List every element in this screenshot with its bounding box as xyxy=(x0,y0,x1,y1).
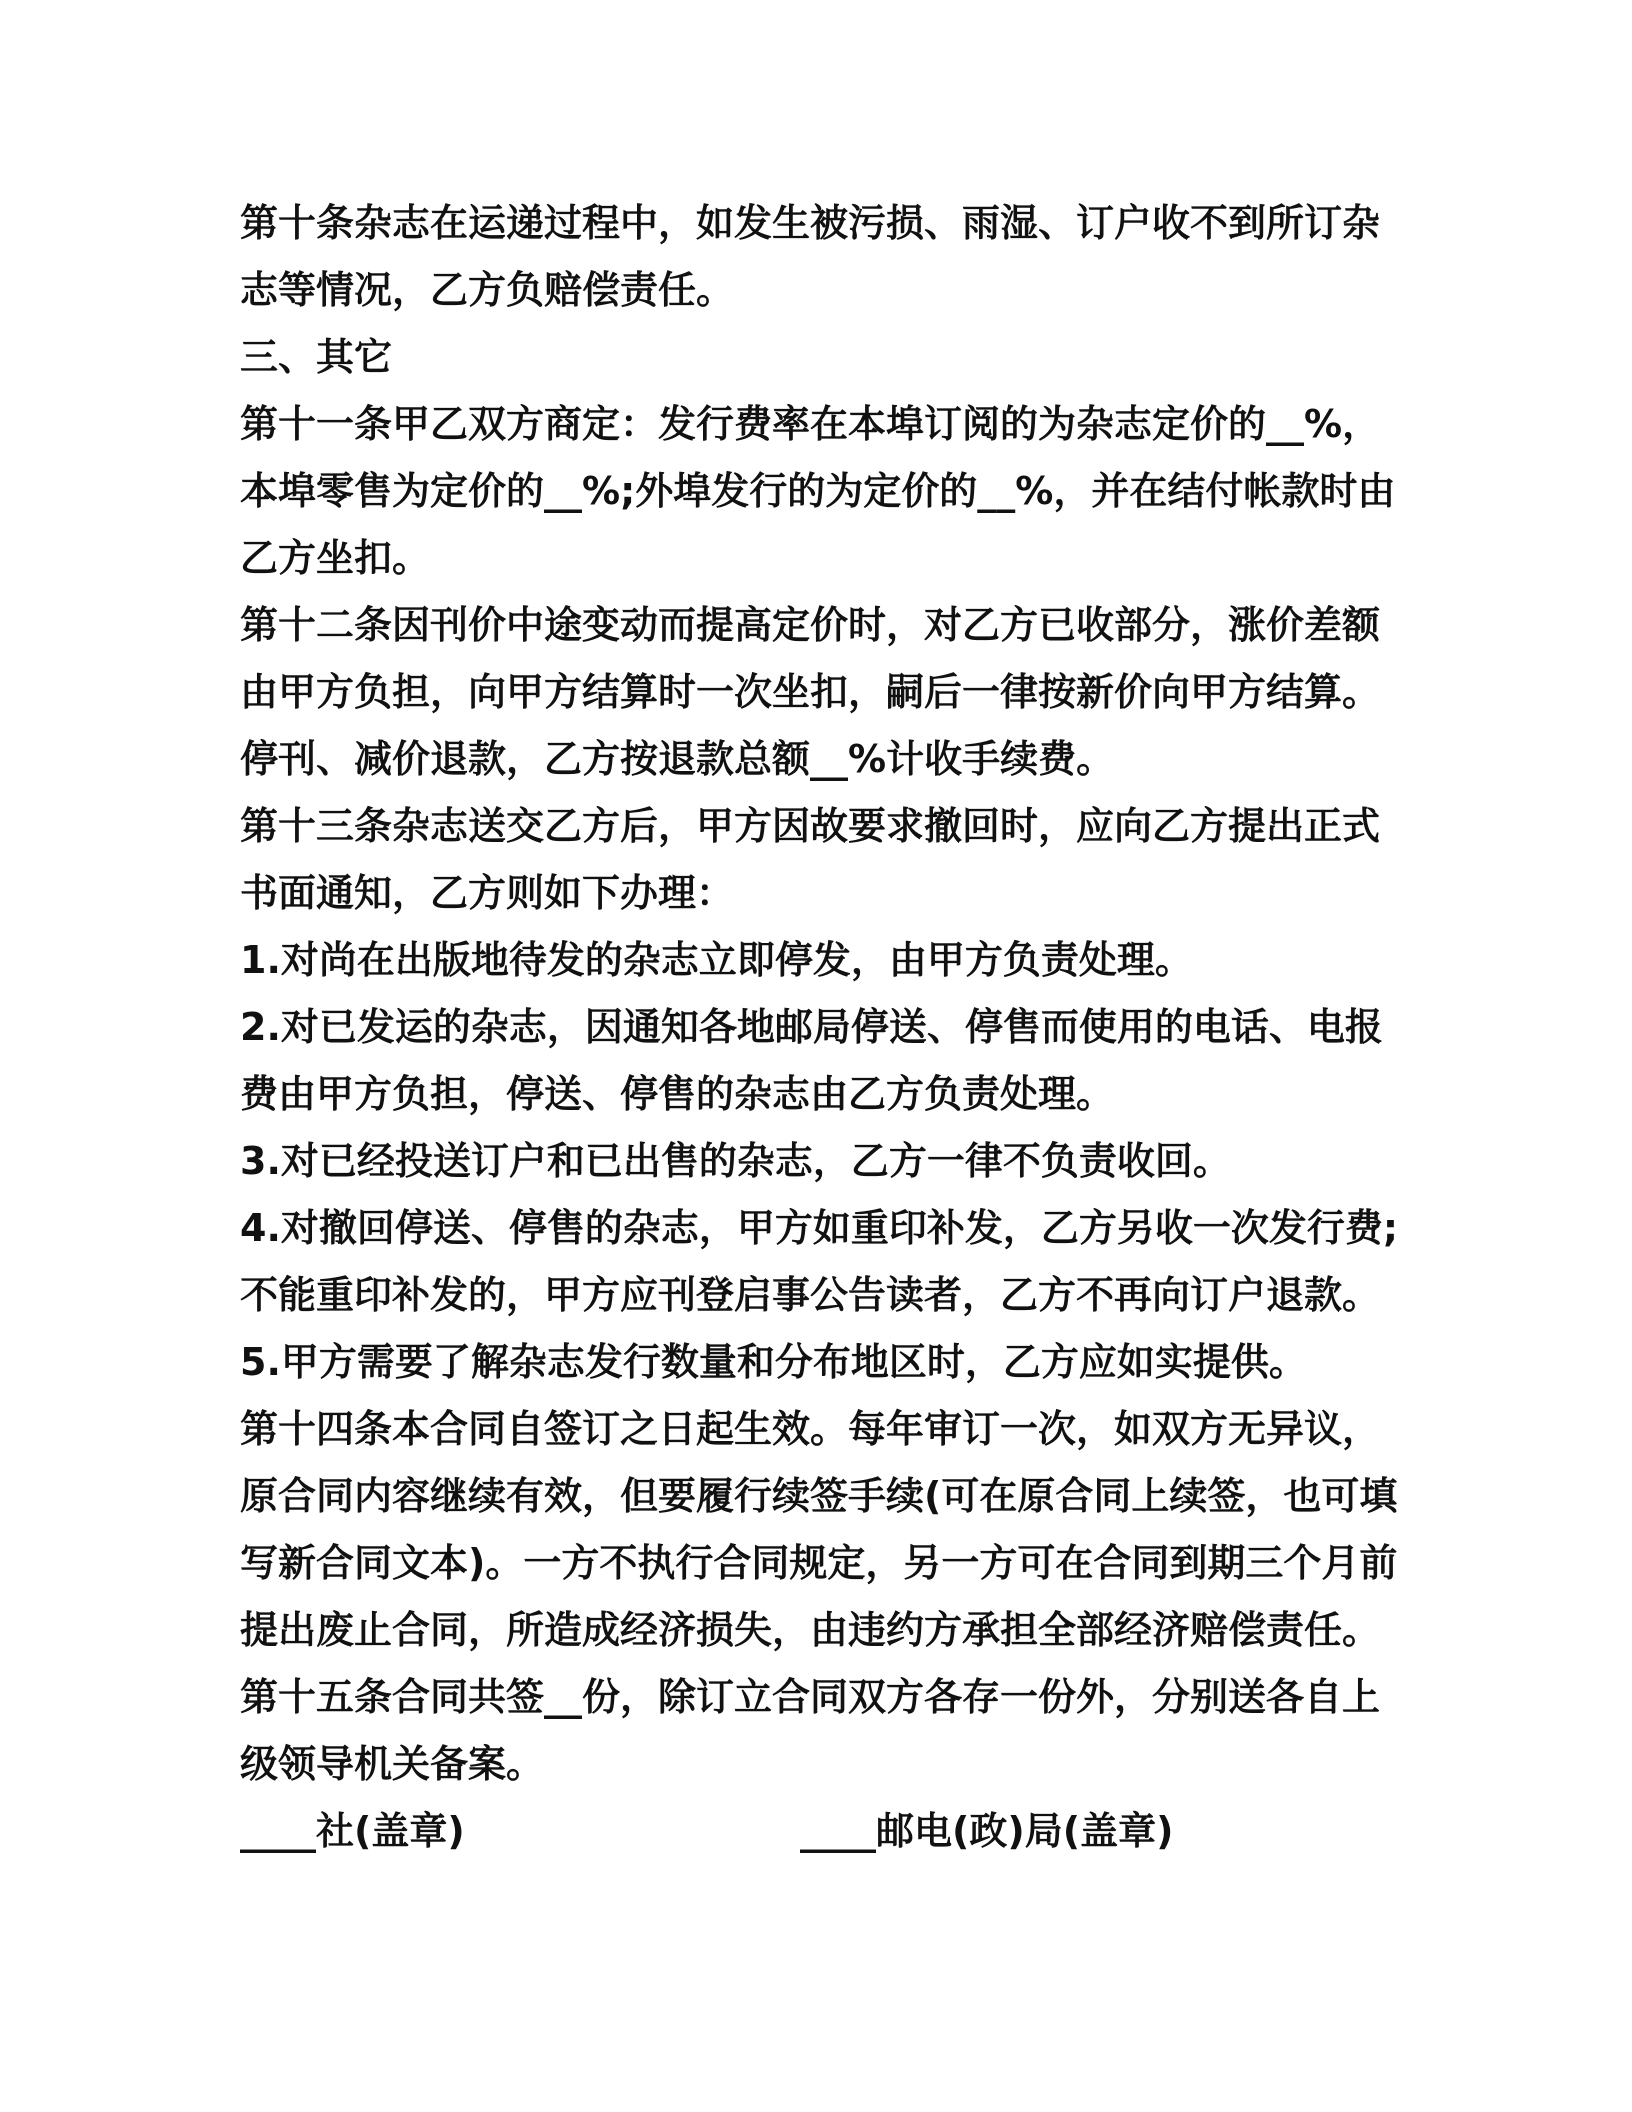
list-item-3: 3.对已经投送订户和已出售的杂志，乙方一律不负责收回。 xyxy=(240,1139,1231,1183)
paragraph-article-13: 第十三条杂志送交乙方后，甲方因故要求撤回时，应向乙方提出正式书面通知，乙方则如下办理： xyxy=(240,804,1381,915)
signature-publisher: ____社(盖章) xyxy=(240,1809,465,1853)
list-item-1: 1.对尚在出版地待发的杂志立即停发，由甲方负责处理。 xyxy=(240,938,1193,982)
list-item-5: 5.甲方需要了解杂志发行数量和分布地区时，乙方应如实提供。 xyxy=(240,1340,1307,1384)
section-heading-other: 三、其它 xyxy=(240,335,393,379)
document-body xyxy=(240,190,1400,1865)
paragraph-article-11: 第十一条甲乙双方商定：发行费率在本埠订阅的为杂志定价的__%，本埠零售为定价的__%;外埠发行的为定价的__%，并在结付帐款时由乙方坐扣。 xyxy=(240,402,1396,580)
list-item-4: 4.对撤回停送、停售的杂志，甲方如重印补发，乙方另收一次发行费;不能重印补发的，甲方应刊登启事公告读者，乙方不再向订户退款。 xyxy=(240,1206,1399,1317)
list-item-2: 2.对已发运的杂志，因通知各地邮局停送、停售而使用的电话、电报费由甲方负担，停送、停售的杂志由乙方负责处理。 xyxy=(240,1005,1383,1116)
paragraph-article-15: 第十五条合同共签__份，除订立合同双方各存一份外，分别送各自上级领导机关备案。 xyxy=(240,1675,1381,1786)
signature-post-office: ____邮电(政)局(盖章) xyxy=(800,1809,1174,1853)
paragraph-article-14: 第十四条本合同自签订之日起生效。每年审订一次，如双方无异议，原合同内容继续有效，但要履行续签手续(可在原合同上续签，也可填写新合同文本)。一方不执行合同规定，另一方可在合同到期三个月前提出废止合同，所造成经济损失，由违约方承担全部经济赔偿责任。 xyxy=(240,1407,1398,1652)
signature-row xyxy=(240,1798,1400,1865)
paragraph-article-12: 第十二条因刊价中途变动而提高定价时，对乙方已收部分，涨价差额由甲方负担，向甲方结算时一次坐扣，嗣后一律按新价向甲方结算。停刊、减价退款，乙方按退款总额__%计收手续费。 xyxy=(240,603,1381,781)
paragraph-article-10: 第十条杂志在运递过程中，如发生被污损、雨湿、订户收不到所订杂志等情况，乙方负赔偿责任。 xyxy=(240,201,1381,312)
